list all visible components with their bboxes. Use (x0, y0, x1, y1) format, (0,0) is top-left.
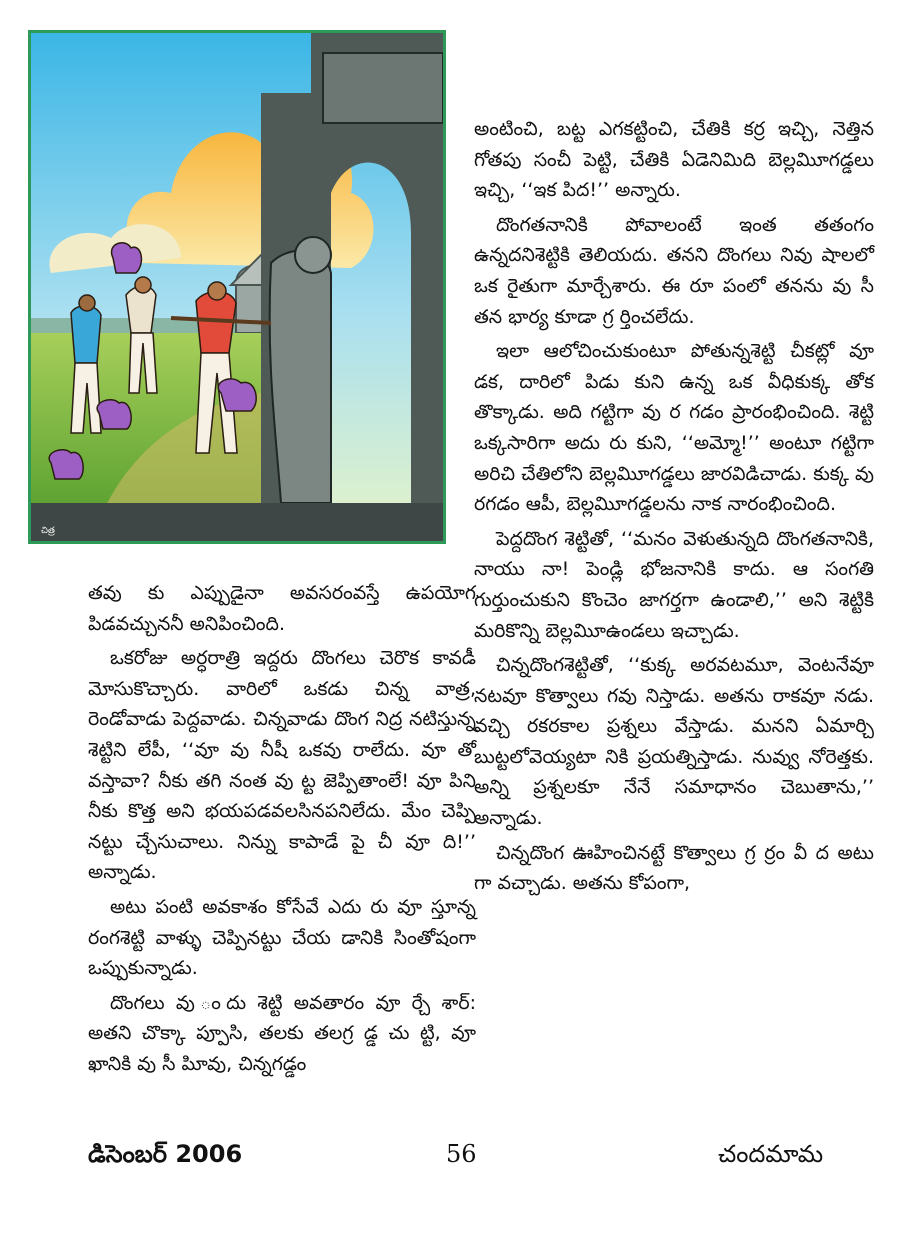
paragraph: అటు పంటి అవకాశం కోసేవే ఎదు రు వూ స్తూన్న రంగశెట్టి వాళ్ళు చెప్పినట్టు చేయ డానికి సింతోషంగా ఒప్పుకున్నాడు. (88, 895, 476, 980)
illustrator-signature: చిత్ర (41, 526, 55, 536)
paragraph: అంటించి, బట్ట ఎగకట్టించి, చేతికి కర్ర ఇచ్చి, నెత్తిన గోతపు సంచీ పెట్టి, చేతికి ఏడెనిమిది బెల్లమిూగడ్డలు ఇచ్చి, ‘‘ఇక పిద!’’ అన్నారు. (474, 118, 874, 202)
paragraph: చిన్నదొంగశెట్టితో, ‘‘కుక్క అరవటమూ, వెంటనేవూ నటవూ కొత్వాలు గవు నిస్తాడు. అతను రాకవూ నడు. వచ్చి రకరకాల ప్రశ్నలు వేస్తాడు. మనని ఏమార్చి బుట్టలోవెయ్యటా నికి ప్రయత్నిస్తాడు. నువ్వు నోరెత్తకు. అన్ని ప్రశ్నలకూ నేనే సమాధానం చెబుతాను,’’ అన్నాడు. (474, 654, 874, 830)
paragraph: చిన్నదొంగ ఊహించినట్టే కొత్వాలు గ్ర ర్రం వీ ద అటు గా వచ్చాడు. అతను కోపంగా, (474, 841, 874, 895)
paragraph: తవు కు ఎప్పుడైనా అవసరంవస్తే ఉపయోగ పిడవచ్చుననీ అనిపించింది. (88, 582, 476, 635)
left-column (88, 578, 476, 1084)
paragraph: పెద్దదొంగ శెట్టితో, ‘‘మనం వెళుతున్నది దొంగతనానికి, నాయు నా! పెండ్లి భోజనానికి కాదు. ఆ సంగతి గుర్తుంచుకుని కొంచెం జాగర్తగా ఉండాలి,’’ అని శెట్టికి మరికొన్ని బెల్లమిూఉండలు ఇచ్చాడు. (474, 527, 874, 642)
page-number: 56 (446, 1140, 477, 1168)
temple-scene-image (31, 33, 443, 541)
magazine-name: చందమామ (718, 1140, 824, 1168)
paragraph: ఇలా ఆలోచించుకుంటూ పోతున్నశెట్టి చీకట్లో వూ డక, దారిలో పిడు కుని ఉన్న ఒక వీధికుక్క తోక తొక్కాడు. అది గట్టిగా వు ర గడం ప్రారంభించింది. శెట్టి ఒక్కసారిగా అదు రు కుని, ‘‘అమ్మో!’’ అంటూ గట్టిగా అరిచి చేతిలోని బెల్లమిూగడ్డలు జారవిడిచాడు. కుక్క వు రగడం ఆపీ, బెల్లమిూగడ్డలను నాక నారంభించింది. (474, 340, 874, 516)
paragraph: దొంగలు వు ందు శెట్టి అవతారం వూ ర్చే శార్: అతని చొక్కా ప్పూసి, తలకు తలగ్ర డ్డ చు ట్టి, వూ ఖానికి వు సీ పిూవు, చిన్నగడ్డం (88, 991, 476, 1075)
story-illustration (28, 30, 446, 544)
issue-date: డిసెంబర్ 2006 (88, 1140, 243, 1168)
right-column (474, 114, 874, 903)
paragraph: దొంగతనానికి పోవాలంటే ఇంత తతంగం ఉన్నదనిశెట్టికి తెలియదు. తనని దొంగలు నివు షాలలో ఒక రైతుగా మార్చేశారు. ఈ రూ పంలో తనను వు సీ తన భార్య కూడా గ్ర ర్తించలేదు. (474, 213, 874, 328)
paragraph: ఒకరోజు అర్ధరాత్రి ఇద్దరు దొంగలు చెరొక కావడీ మోసుకొచ్చారు. వారిలో ఒకడు చిన్న వాత్ర, రెండోవాడు పెద్దవాడు. చిన్నవాడు దొంగ నిద్ర నటిస్తున్న శెట్టిని లేపీ, ‘‘వూ వు నీషీ ఒకవు రాలేదు. వూ తో వస్తావా? నీకు తగి నంత వు ట్ట జెప్పితాంలే! వూ పిని నీకు కొత్త అని భయపడవలసినపనిలేదు. మేం చెప్పి నట్టు చ్చేసుచాలు. నిన్ను కాపాడే పై చీ వూ ది!’’ అన్నాడు. (88, 647, 476, 884)
